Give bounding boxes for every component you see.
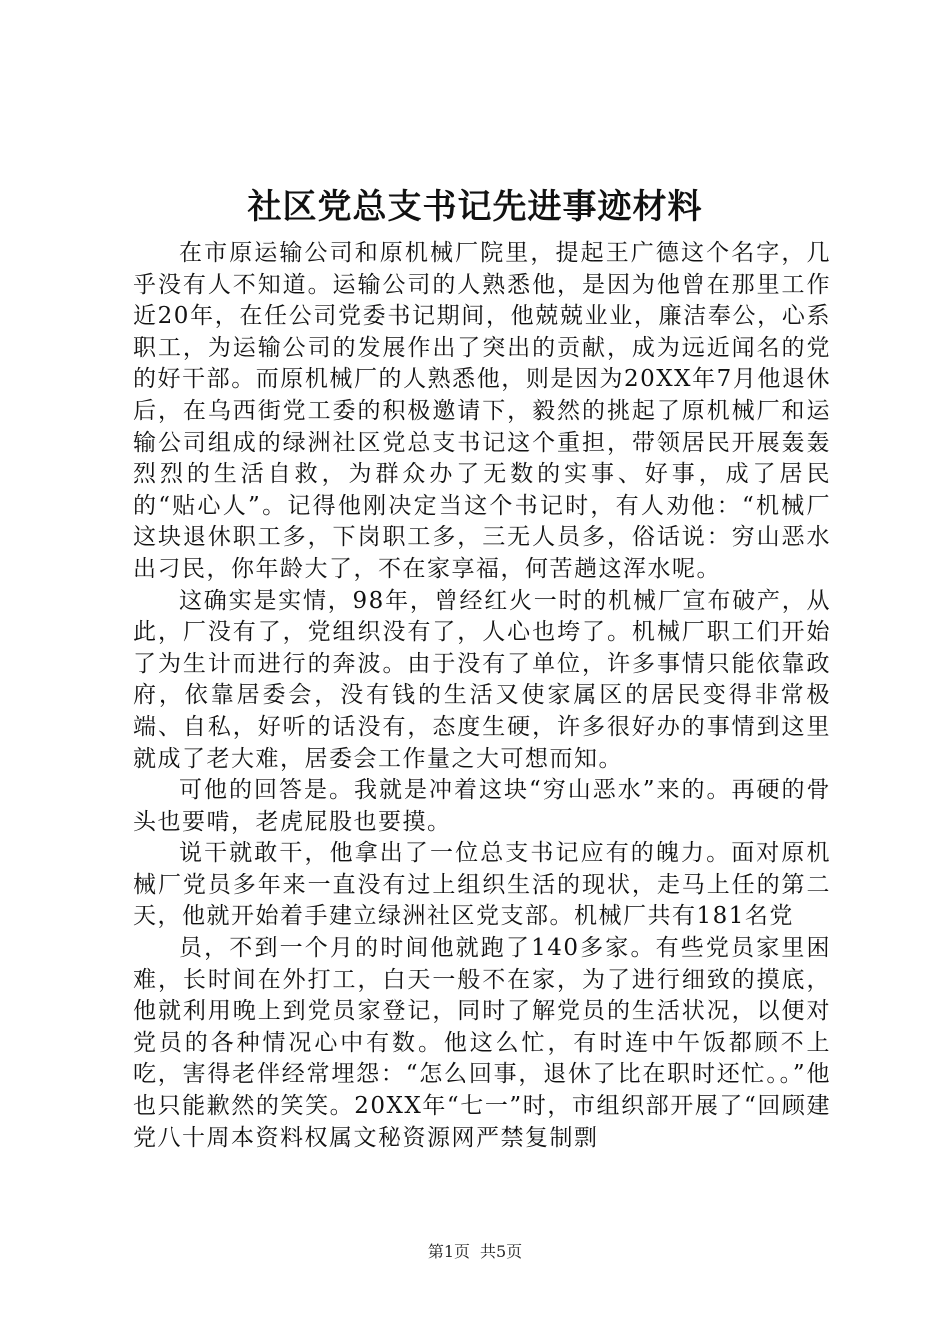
paragraph-5: 员，不到一个月的时间他就跑了140多家。有些党员家里困难，长时间在外打工，白天一般不在家，为了进行细致的摸底，他就利用晚上到党员家登记，同时了解党员的生活状况，以便对党员的各种情况心中有数。他这么忙，有时连中午饭都顾不上吃，害得老伴经常埋怨：“怎么回事，退休了比在职时还忙。。”他也只能歉然的笑笑。20XX年“七一”时，市组织部开展了“回顾建党八十周本资料权属文秘资源网严禁复制剽 [133,935,831,1151]
document-body [133,238,831,1154]
page-number: 第1页 [427,1242,470,1261]
document-title: 社区党总支书记先进事迹材料 [247,187,703,227]
paragraph-2: 这确实是实情，98年，曾经红火一时的机械厂宣布破产，从此，厂没有了，党组织没有了，人心也垮了。机械厂职工们开始了为生计而进行的奔波。由于没有了单位，许多事情只能依靠政府，依靠居委会，没有钱的生活又使家属区的居民变得非常极端、自私，好听的话没有，态度生硬，许多很好办的事情到这里就成了老大难，居委会工作量之大可想而知。 [133,587,831,772]
page-footer [0,1240,950,1264]
paragraph-4: 说干就敢干，他拿出了一位总支书记应有的魄力。面对原机械厂党员多年来一直没有过上组织生活的现状，走马上任的第二天，他就开始着手建立绿洲社区党支部。机械厂共有181名党 [133,840,831,930]
paragraph-1: 在市原运输公司和原机械厂院里，提起王广德这个名字，几乎没有人不知道。运输公司的人熟悉他，是因为他曾在那里工作近20年，在任公司党委书记期间，他兢兢业业，廉洁奉公，心系职工，为运输公司的发展作出了突出的贡献，成为远近闻名的党的好干部。而原机械厂的人熟悉他，则是因为20XX年7月他退休后，在乌西街党工委的积极邀请下，毅然的挑起了原机械厂和运输公司组成的绿洲社区党总支书记这个重担，带领居民开展轰轰烈烈的生活自救，为群众办了无数的实事、好事，成了居民的“贴心人”。记得他刚决定当这个书记时，有人劝他：“机械厂这块退休职工多，下岗职工多，三无人员多，俗话说：穷山恶水出刁民，你年龄大了，不在家享福，何苦趟这浑水呢。 [133,240,831,582]
paragraph-3: 可他的回答是。我就是冲着这块“穷山恶水”来的。再硬的骨头也要啃，老虎屁股也要摸。 [133,777,831,835]
page-total: 共5页 [480,1242,523,1261]
